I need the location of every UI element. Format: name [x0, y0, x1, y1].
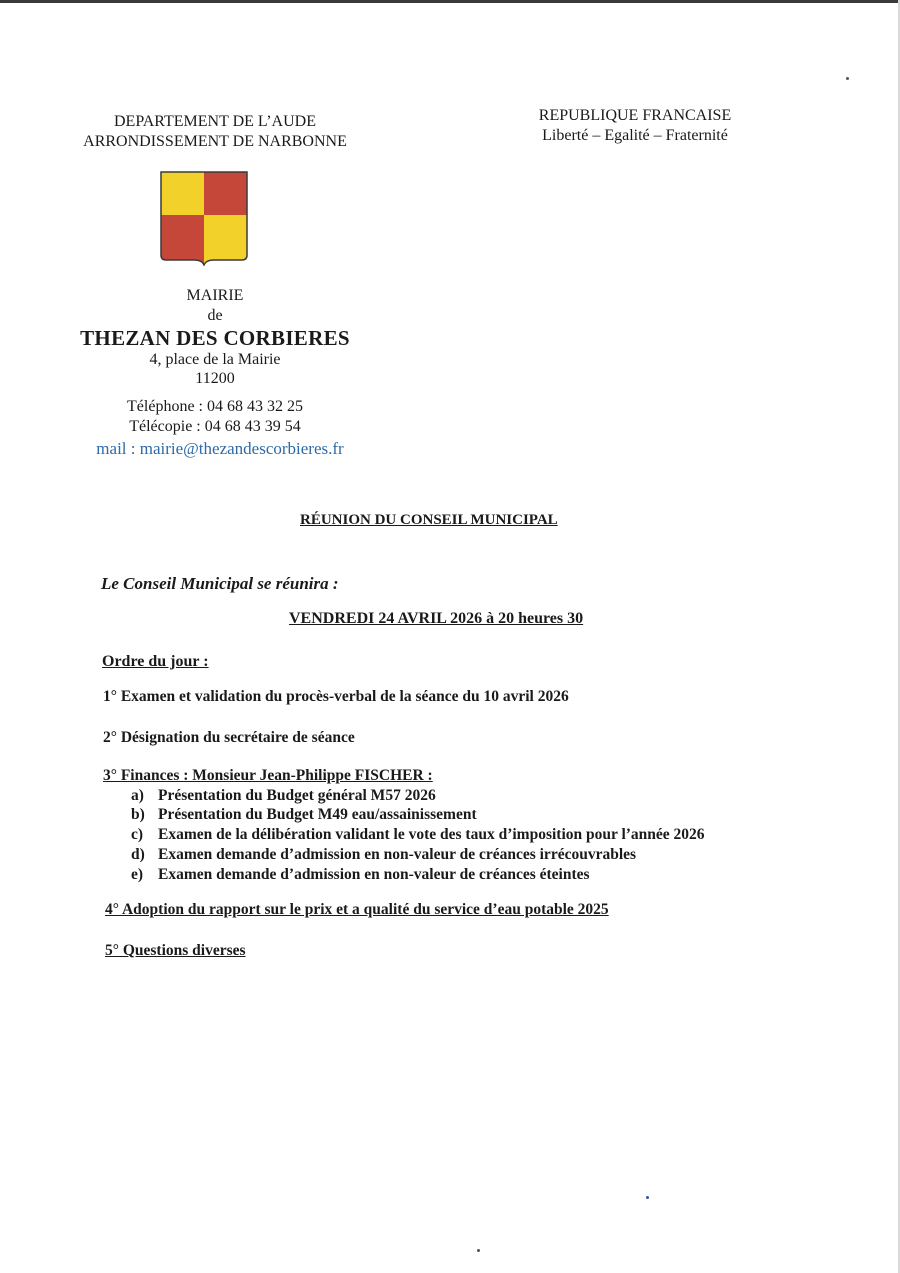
subitem-letter: e)	[131, 866, 144, 883]
email-link[interactable]: mail : mairie@thezandescorbieres.fr	[96, 439, 344, 458]
subitem-letter: d)	[131, 846, 145, 863]
subitem-text: Examen demande d’admission en non-valeur de créances irrécouvrables	[158, 846, 637, 863]
commune-name: THEZAN DES CORBIERES	[80, 326, 350, 350]
postcode: 11200	[195, 370, 235, 387]
meeting-date: VENDREDI 24 AVRIL 2026 à 20 heures 30	[289, 610, 584, 627]
header-left	[60, 112, 370, 152]
subitem-text: Examen de la délibération validant le vote des taux d’imposition pour l’année 2026	[158, 826, 705, 843]
header-right	[500, 106, 770, 146]
agenda-item-3: 3° Finances : Monsieur Jean-Philippe FISCHER :	[103, 767, 433, 784]
republique-label: REPUBLIQUE FRANCAISE	[538, 107, 732, 124]
agenda-subitem-c	[131, 826, 705, 844]
subitem-letter: c)	[131, 826, 144, 843]
agenda-subitem-d	[131, 846, 636, 864]
subitem-text: Présentation du Budget M49 eau/assainissement	[158, 806, 477, 823]
mairie-de: de	[207, 307, 223, 324]
scan-top-border	[0, 0, 900, 3]
telephone: Téléphone : 04 68 43 32 25	[127, 398, 303, 415]
scan-speck	[646, 1196, 649, 1199]
subitem-text: Examen demande d’admission en non-valeur de créances éteintes	[158, 866, 590, 883]
document-title: RÉUNION DU CONSEIL MUNICIPAL	[300, 512, 558, 528]
agenda-item-2: 2° Désignation du secrétaire de séance	[103, 729, 355, 746]
telecopie: Télécopie : 04 68 43 39 54	[129, 418, 301, 435]
devise-label: Liberté – Egalité – Fraternité	[542, 127, 728, 144]
mairie-label: MAIRIE	[186, 287, 244, 304]
departement-label: DEPARTEMENT DE L’AUDE	[113, 113, 316, 130]
arrondissement-label: ARRONDISSEMENT DE NARBONNE	[83, 133, 347, 150]
agenda-heading: Ordre du jour :	[102, 653, 209, 670]
agenda-item-4: 4° Adoption du rapport sur le prix et a qualité du service d’eau potable 2025	[105, 901, 609, 918]
agenda-item-5: 5° Questions diverses	[105, 942, 246, 959]
coat-of-arms-icon	[160, 171, 248, 266]
agenda-subitem-a	[131, 787, 436, 805]
subitem-letter: b)	[131, 806, 145, 823]
subitem-letter: a)	[131, 787, 144, 804]
agenda-subitem-e	[131, 866, 590, 884]
scan-speck	[477, 1249, 480, 1252]
subitem-text: Présentation du Budget général M57 2026	[158, 787, 436, 804]
agenda-item-1: 1° Examen et validation du procès-verbal de la séance du 10 avril 2026	[103, 688, 569, 705]
address: 4, place de la Mairie	[149, 351, 281, 368]
agenda-subitem-b	[131, 806, 477, 824]
intro-text: Le Conseil Municipal se réunira :	[101, 574, 339, 593]
scan-speck	[846, 77, 849, 80]
